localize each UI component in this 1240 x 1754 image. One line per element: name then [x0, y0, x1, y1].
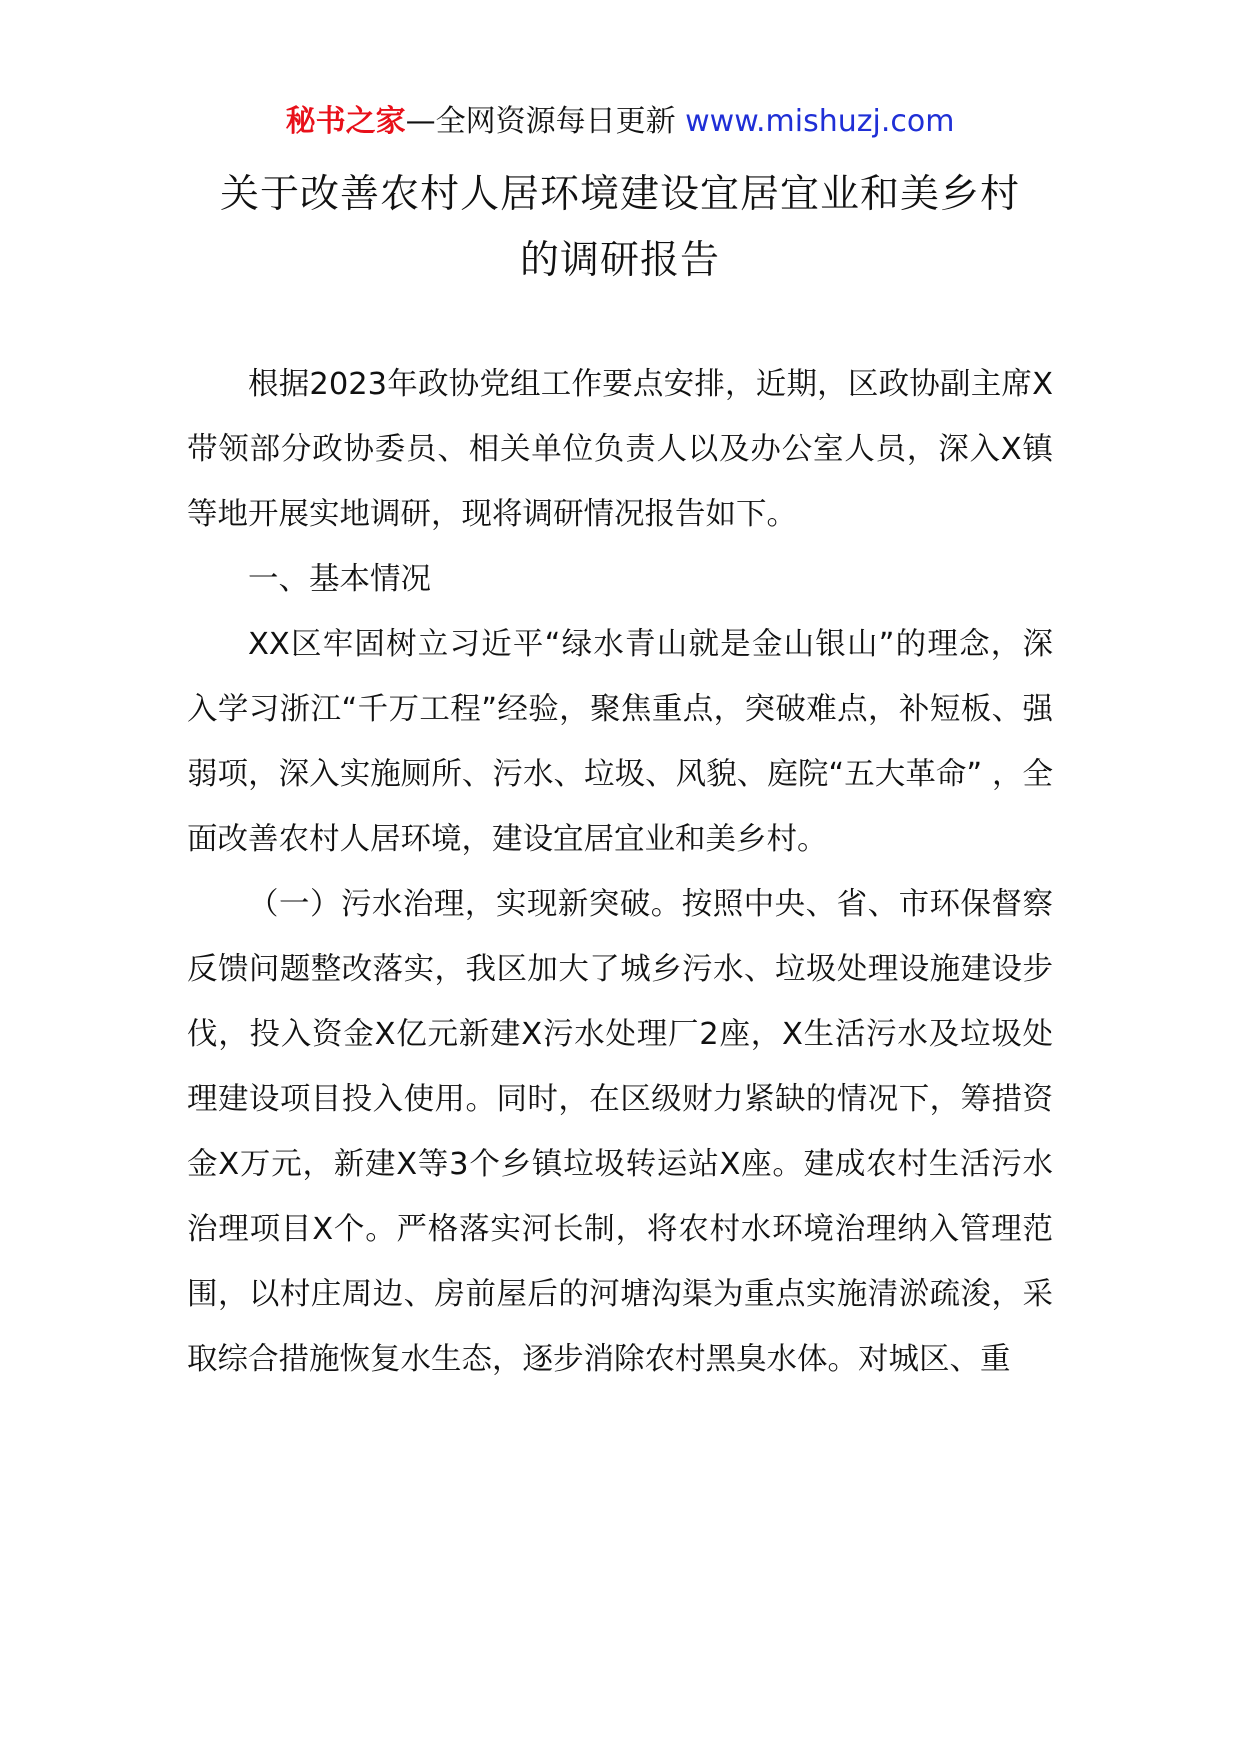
paragraph-overview: XX区牢固树立习近平“绿水青山就是金山银山”的理念，深入学习浙江“千万工程”经验，聚焦重点，突破难点，补短板、强弱项，深入实施厕所、污水、垃圾、风貌、庭院“五大革命” ，全面改善农村人居环境，建设宜居宜业和美乡村。 [187, 627, 1053, 857]
document-title-line-2: 的调研报告 [519, 238, 720, 283]
site-header [0, 100, 1240, 144]
site-url-link[interactable]: www.mishuzj.com [685, 104, 955, 139]
document-title-line-1: 关于改善农村人居环境建设宜居宜业和美乡村 [219, 172, 1020, 217]
site-brand: 秘书之家 [285, 104, 406, 139]
site-tagline: —全网资源每日更新 [405, 104, 676, 139]
document-title [140, 162, 1100, 294]
paragraph-sewage-treatment: （一）污水治理，实现新突破。按照中央、省、市环保督察反馈问题整改落实，我区加大了城乡污水、垃圾处理设施建设步伐，投入资金X亿元新建X污水处理厂2座，X生活污水及垃圾处理建设项目投入使用。同时，在区级财力紧缺的情况下，筹措资金X万元，新建X等3个乡镇垃圾转运站X座。建成农村生活污水治理项目X个。严格落实河长制，将农村水环境治理纳入管理范围，以村庄周边、房前屋后的河塘沟渠为重点实施清淤疏浚，采取综合措施恢复水生态，逐步消除农村黑臭水体。对城区、重 [187, 887, 1053, 1377]
section-heading-basic-situation: 一、基本情况 [248, 562, 431, 597]
paragraph-intro: 根据2023年政协党组工作要点安排，近期，区政协副主席X带领部分政协委员、相关单位负责人以及办公室人员，深入X镇等地开展实地调研，现将调研情况报告如下。 [187, 367, 1053, 532]
document-body [187, 352, 1053, 1392]
